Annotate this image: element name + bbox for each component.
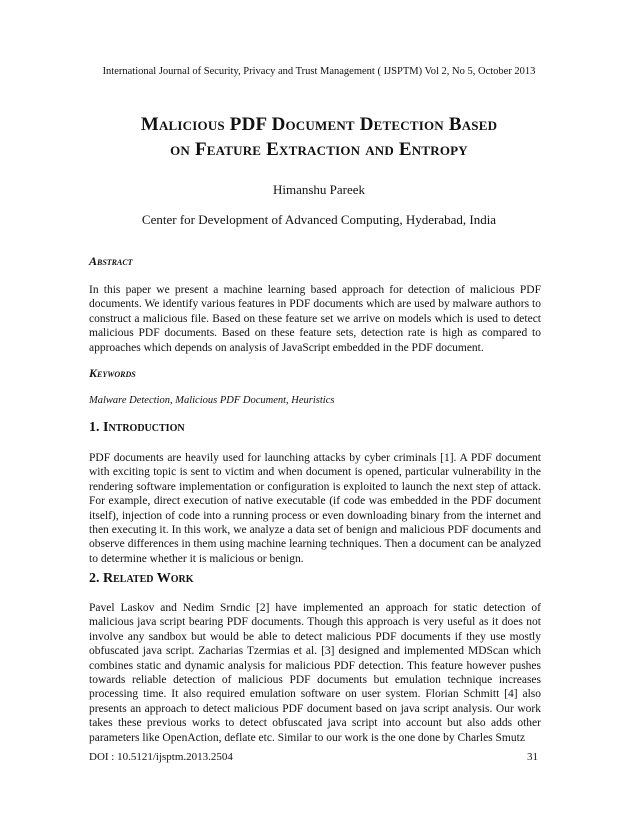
- abstract-text: In this paper we present a machine learning based approach for detection of malicious PDF documents. We identify various features in PDF documents which are used by malware authors to construct a malicious file. Based on these feature set we arrive on models which is used to detect malicious PDF documents. Based on these feature sets, detection rate is high as compared to approaches which depends on analysis of JavaScript embedded in the PDF document.: [89, 284, 541, 354]
- keywords-heading: Keywords: [89, 366, 136, 380]
- author-affiliation: Center for Development of Advanced Computing, Hyderabad, India: [141, 212, 497, 227]
- intro-heading: 1. Introduction: [89, 420, 185, 435]
- related-work-heading: 2. Related Work: [89, 571, 194, 586]
- paper-title: [60, 112, 578, 162]
- keywords-text: Malware Detection, Malicious PDF Document, Heuristics: [89, 395, 335, 406]
- title-line-1: Malicious PDF Document Detection Based: [140, 114, 498, 135]
- doi-footer: DOI : 10.5121/ijsptm.2013.2504: [89, 751, 233, 763]
- journal-header: International Journal of Security, Privacy and Trust Management ( IJSPTM) Vol 2, No 5, October 2013: [102, 66, 536, 77]
- title-line-2: on Feature Extraction and Entropy: [170, 139, 468, 160]
- abstract-heading: Abstract: [89, 254, 133, 268]
- author-name: Himanshu Pareek: [272, 182, 366, 197]
- intro-text: PDF documents are heavily used for launching attacks by cyber criminals [1]. A PDF document with exciting topic is sent to victim and when document is opened, particular vulnerability in the rendering software implementation or configuration is exploited to launch the next step of attack. For example, direct execution of native executable (if code was embedded in the PDF document itself), injection of code into a running process or even downloading binary from the internet and then executing it. In this work, we analyze a data set of benign and malicious PDF documents and observe differences in them using machine learning techniques. Then a document can be analyzed to determine whether it is malicious or benign.: [89, 452, 541, 565]
- related-work-text: Pavel Laskov and Nedim Srndic [2] have implemented an approach for static detection of malicious java script bearing PDF documents. Though this approach is very useful as it does not involve any sandbox but would be able to detect malicious PDF documents if they use mostly obfuscated java script. Zacharias Tzermias et al. [3] designed and implemented MDScan which combines static and dynamic analysis for malicious PDF detection. This feature however pushes towards reliable detection of malicious PDF documents but emulation technique increases processing time. It also required emulation software on user system. Florian Schmitt [4] also presents an approach to detect malicious PDF document based on java script analysis. Our work takes these previous works to detect obfuscated java script into account but also adds other parameters like OpenAction, deflate etc. Similar to our work is the one done by Charles Smutz: [89, 602, 541, 744]
- page-number: 31: [527, 751, 538, 763]
